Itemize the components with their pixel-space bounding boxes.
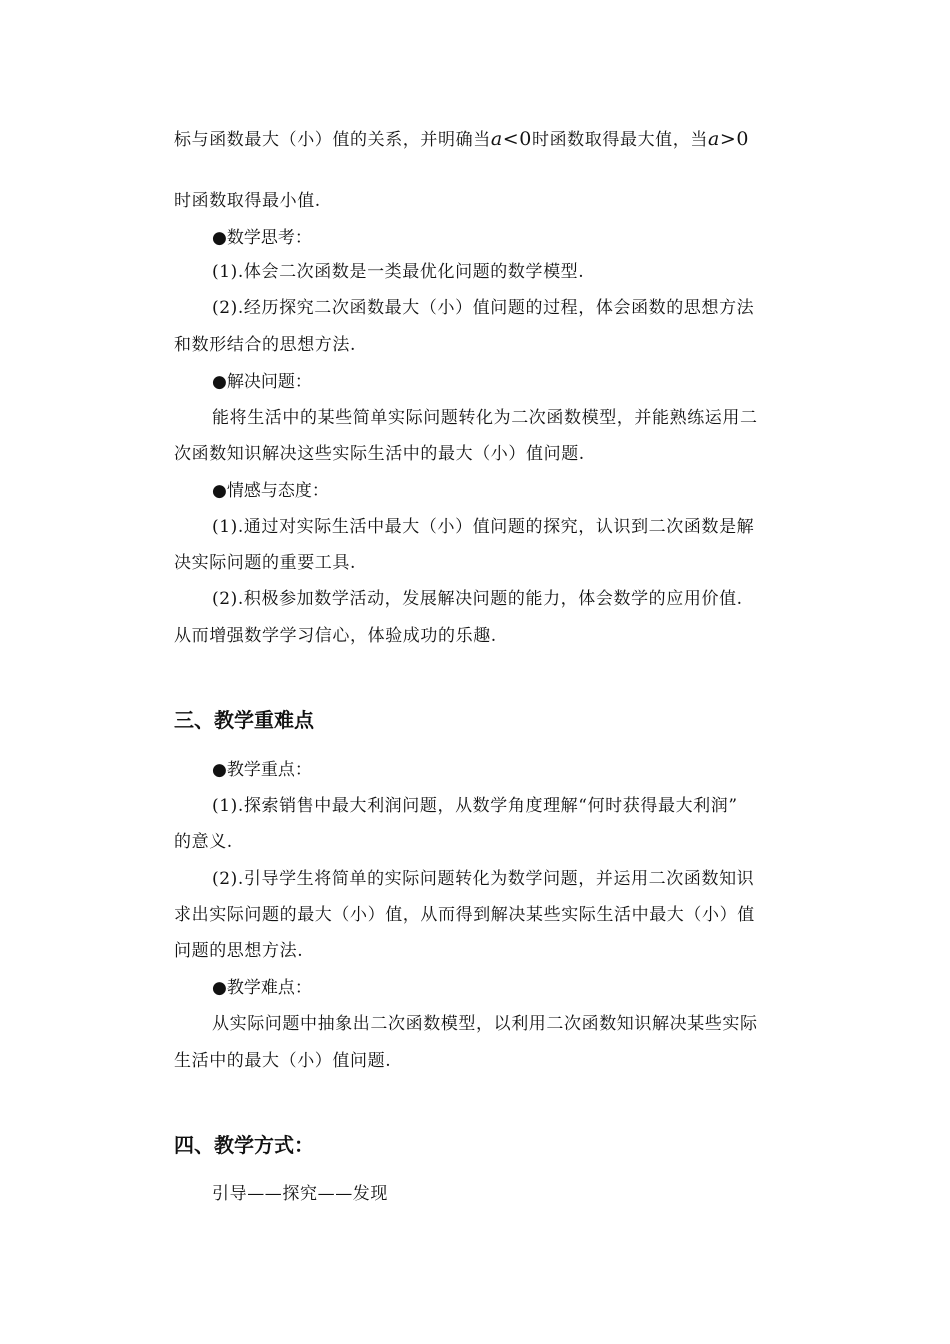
difficult-point-line-2: 生活中的最大（小）值问题. (174, 1051, 392, 1071)
attitude-item-1-cont: 决实际问题的重要工具. (174, 553, 357, 573)
section-3-title: 三、教学重难点 (174, 708, 314, 732)
difficult-points-heading: ●教学难点： (212, 978, 312, 998)
intro-line-1 (174, 129, 749, 150)
key-point-2-cont-2: 问题的思想方法. (174, 941, 304, 961)
math-thinking-item-2-cont: 和数形结合的思想方法. (174, 335, 357, 355)
intro-text-b: 时函数取得最大值，当 (531, 130, 708, 150)
key-point-1-cont: 的意义. (174, 832, 233, 852)
math-expression: <0 (502, 128, 532, 150)
attitude-item-1: (1).通过对实际生活中最大（小）值问题的探究，认识到二次函数是解 (212, 517, 755, 537)
problem-solving-line-2: 次函数知识解决这些实际生活中的最大（小）值问题. (174, 444, 585, 464)
problem-solving-line-1: 能将生活中的某些简单实际问题转化为二次函数模型，并能熟练运用二 (212, 408, 758, 428)
attitude-heading: ●情感与态度： (212, 481, 329, 501)
math-thinking-item-2: (2).经历探究二次函数最大（小）值问题的过程，体会函数的思想方法 (212, 298, 755, 318)
key-points-heading: ●教学重点： (212, 760, 312, 780)
math-variable-a: a (707, 128, 720, 150)
problem-solving-heading: ●解决问题： (212, 372, 312, 392)
difficult-point-line-1: 从实际问题中抽象出二次函数模型，以利用二次函数知识解决某些实际 (212, 1014, 758, 1034)
key-point-2-cont-1: 求出实际问题的最大（小）值，从而得到解决某些实际生活中最大（小）值 (174, 905, 755, 925)
math-variable-a: a (490, 128, 503, 150)
section-4-title: 四、教学方式： (174, 1133, 314, 1157)
intro-text-a: 标与函数最大（小）值的关系，并明确当 (174, 130, 491, 150)
key-point-1: (1).探索销售中最大利润问题，从数学角度理解“何时获得最大利润” (212, 796, 738, 816)
attitude-item-2-cont: 从而增强数学学习信心，体验成功的乐趣. (174, 626, 497, 646)
math-expression: >0 (719, 128, 750, 150)
key-point-2: (2).引导学生将简单的实际问题转化为数学问题，并运用二次函数知识 (212, 869, 755, 889)
math-thinking-heading: ●数学思考： (212, 228, 312, 248)
teaching-method-content: 引导——探究——发现 (212, 1184, 388, 1204)
attitude-item-2: (2).积极参加数学活动，发展解决问题的能力，体会数学的应用价值. (212, 589, 743, 609)
intro-line-2: 时函数取得最小值. (174, 191, 321, 211)
math-thinking-item-1: (1).体会二次函数是一类最优化问题的数学模型. (212, 262, 585, 282)
